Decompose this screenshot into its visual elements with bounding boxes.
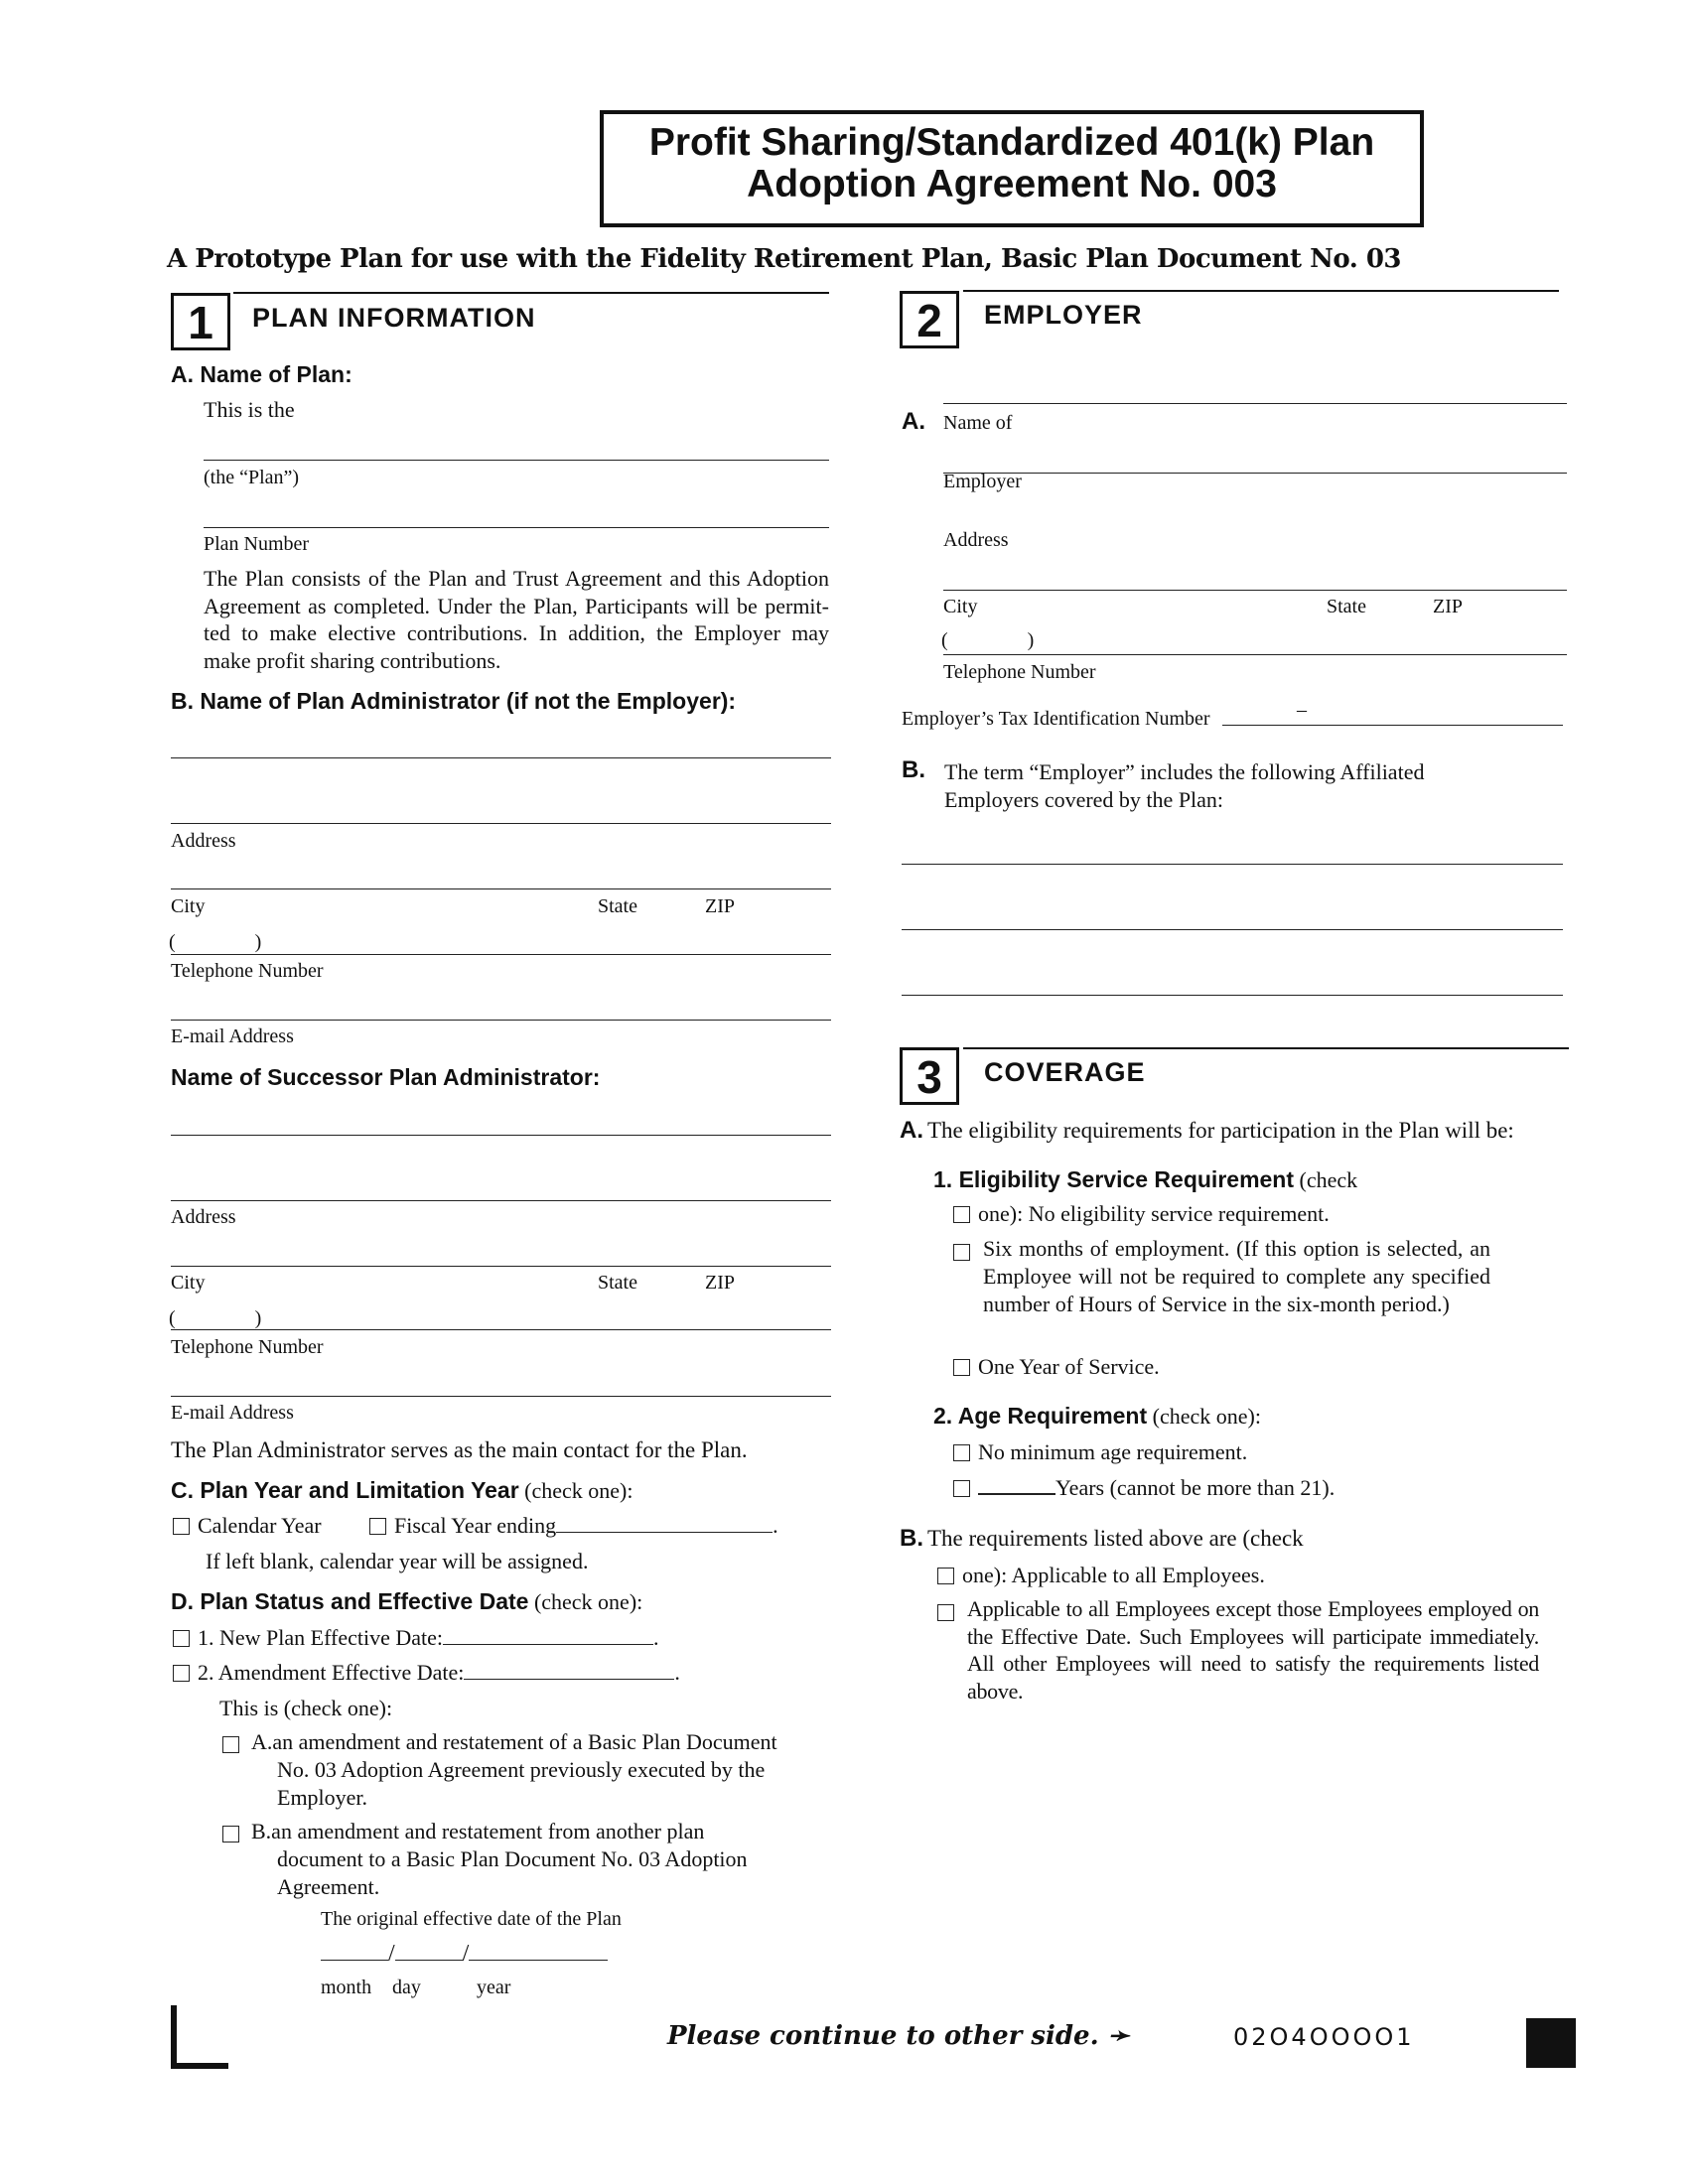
section3-rule <box>963 1047 1569 1049</box>
successor-area-code: ( ) <box>169 1307 262 1329</box>
plan-number-field[interactable] <box>204 527 829 528</box>
plan-admin-email-field[interactable] <box>171 1020 831 1021</box>
coverage-a-text: The eligibility requirements for participation in the Plan will be: <box>927 1118 1514 1143</box>
restatement-b-text <box>251 1818 787 1901</box>
employer-tin-field[interactable] <box>1222 725 1563 726</box>
successor-phone-label: Telephone Number <box>171 1336 324 1358</box>
section1-title: PLAN INFORMATION <box>252 303 536 333</box>
continue-note <box>667 2021 1130 2051</box>
month-label: month <box>321 1977 372 1998</box>
restatement-a-checkbox[interactable] <box>222 1736 239 1753</box>
form-title-line1: Profit Sharing/Standardized 401(k) Plan <box>648 121 1375 164</box>
employer-zip-label: ZIP <box>1433 596 1463 617</box>
restatement-b-label: B.an amendment and restatement from another plan document to a Basic Plan Document No. 03 Adoption Agreement. <box>251 1819 748 1899</box>
all-employees-option[interactable] <box>937 1562 1265 1589</box>
employer-area-code: ( ) <box>941 629 1035 651</box>
employer-a-letter: A. <box>902 408 925 435</box>
coverage-a-line <box>900 1117 1514 1145</box>
plan-admin-city-field[interactable] <box>171 888 831 889</box>
this-is-check-one: This is (check one): <box>219 1696 393 1720</box>
all-employees-label: one): Applicable to all Employees. <box>962 1563 1265 1587</box>
plan-name-field[interactable] <box>204 460 829 461</box>
coverage-a-letter: A. <box>900 1117 923 1144</box>
successor-address-label: Address <box>171 1206 236 1228</box>
plan-year-blank-note: If left blank, calendar year will be assigned. <box>206 1549 589 1573</box>
original-date-field[interactable]: / / <box>321 1940 608 1968</box>
plan-year-heading-text: C. Plan Year and Limitation Year <box>171 1477 519 1503</box>
new-plan-checkbox[interactable] <box>173 1630 190 1647</box>
plan-admin-heading: B. Name of Plan Administrator (if not the Employer): <box>171 688 737 714</box>
successor-name-field[interactable] <box>171 1135 831 1136</box>
plan-admin-city-label: City <box>171 895 206 917</box>
employer-phone-field[interactable] <box>943 654 1567 655</box>
coverage-b-letter: B. <box>900 1525 923 1552</box>
no-eligibility-option[interactable] <box>953 1200 1330 1228</box>
successor-email-field[interactable] <box>171 1396 831 1397</box>
admin-note: The Plan Administrator serves as the main contact for the Plan. <box>171 1437 748 1462</box>
age-heading-text: 2. Age Requirement <box>933 1403 1148 1429</box>
plan-status-heading-text: D. Plan Status and Effective Date <box>171 1588 529 1614</box>
original-day-field[interactable] <box>395 1942 463 1961</box>
eligibility-heading <box>933 1166 1357 1194</box>
year-label: year <box>477 1977 511 1998</box>
fiscal-year-label: Fiscal Year ending <box>394 1513 557 1538</box>
no-eligibility-label: one): No eligibility service requirement. <box>978 1201 1330 1226</box>
min-age-option[interactable] <box>953 1474 1335 1502</box>
successor-city-field[interactable] <box>171 1266 831 1267</box>
successor-state-label: State <box>598 1272 637 1294</box>
calendar-year-option[interactable] <box>173 1512 322 1540</box>
except-employees-label: Applicable to all Employees except those Employees employed on the Effective Date. Such Employees will participate immediately. All other Employees will need to satisfy the requirements listed above. <box>967 1596 1539 1704</box>
one-year-option[interactable] <box>953 1353 1160 1381</box>
original-year-field[interactable] <box>469 1942 608 1961</box>
successor-phone-field[interactable] <box>171 1329 831 1330</box>
plan-number-label: Plan Number <box>204 533 310 555</box>
except-employees-checkbox[interactable] <box>937 1604 954 1621</box>
six-months-checkbox[interactable] <box>953 1244 970 1261</box>
plan-admin-name-field[interactable] <box>171 757 831 758</box>
employer-tin-dash: – <box>1297 699 1307 721</box>
employer-name-field-2[interactable] <box>943 473 1567 474</box>
section2-title: EMPLOYER <box>984 300 1143 330</box>
plan-admin-phone-label: Telephone Number <box>171 960 324 982</box>
affiliated-employers-text: The term “Employer” includes the following Affiliated Employers covered by the Plan: <box>944 759 1425 812</box>
employer-phone-label: Telephone Number <box>943 661 1096 683</box>
age-heading <box>933 1403 1261 1431</box>
eligibility-heading-text: 1. Eligibility Service Requirement <box>933 1166 1295 1192</box>
age-check-note: (check one): <box>1147 1404 1261 1429</box>
section2-rule <box>963 290 1559 292</box>
plan-admin-phone-field[interactable] <box>171 954 831 955</box>
continue-text: Please continue to other side. <box>667 2021 1099 2051</box>
section1-number: 1 <box>171 293 230 350</box>
one-year-label: One Year of Service. <box>978 1354 1160 1379</box>
coverage-b-text: The requirements listed above are (check <box>927 1526 1304 1551</box>
new-plan-date-field[interactable] <box>443 1626 653 1645</box>
employer-state-label: State <box>1327 596 1366 617</box>
employer-address-field[interactable] <box>943 590 1567 591</box>
original-date-label: The original effective date of the Plan <box>321 1908 622 1930</box>
restatement-b-checkbox[interactable] <box>222 1826 239 1843</box>
section2-number: 2 <box>900 291 959 348</box>
affiliated-employer-field-1[interactable] <box>902 864 1563 865</box>
restatement-b-checkbox-wrap[interactable] <box>222 1820 247 1847</box>
affiliated-employer-field-2[interactable] <box>902 929 1563 930</box>
successor-city-label: City <box>171 1272 206 1294</box>
employer-tin-label: Employer’s Tax Identification Number <box>902 708 1210 730</box>
all-employees-checkbox[interactable] <box>937 1568 954 1584</box>
plan-admin-area-code: ( ) <box>169 931 262 953</box>
coverage-b-line <box>900 1525 1304 1553</box>
employer-city-label: City <box>943 596 978 617</box>
section3-number: 3 <box>900 1047 959 1105</box>
corner-mark-vertical <box>171 2005 177 2069</box>
plan-admin-email-label: E-mail Address <box>171 1025 294 1047</box>
plan-status-heading <box>171 1588 642 1616</box>
fiscal-year-field[interactable] <box>556 1514 773 1533</box>
affiliated-employer-field-3[interactable] <box>902 995 1563 996</box>
fiscal-year-checkbox[interactable] <box>369 1518 386 1535</box>
restatement-a-label: A.an amendment and restatement of a Basic Plan Document No. 03 Adoption Agreement previously executed by the Employer. <box>251 1729 777 1810</box>
amendment-checkbox[interactable] <box>173 1665 190 1682</box>
form-subtitle: A Prototype Plan for use with the Fidelity Retirement Plan, Basic Plan Document No. 03 <box>167 244 1402 274</box>
registration-mark-square <box>1526 2018 1576 2068</box>
successor-admin-heading: Name of Successor Plan Administrator: <box>171 1064 601 1090</box>
employer-name-field[interactable] <box>943 403 1567 404</box>
amendment-date-field[interactable] <box>464 1661 674 1680</box>
successor-email-label: E-mail Address <box>171 1402 294 1424</box>
form-title-line2: Adoption Agreement No. 003 <box>747 163 1277 205</box>
corner-mark-horizontal <box>171 2063 228 2069</box>
name-of-label: Name of <box>943 412 1013 434</box>
section1-rule <box>233 292 829 294</box>
plan-year-heading <box>171 1477 633 1505</box>
calendar-year-checkbox[interactable] <box>173 1518 190 1535</box>
except-employees-checkbox-wrap[interactable] <box>937 1598 962 1626</box>
original-month-field[interactable] <box>321 1942 388 1961</box>
plan-description: The Plan consists of the Plan and Trust Agreement and this Adoption Agreement as completed. Under the Plan, Participants will be permit- ted to make elective contributions. In addition, the Employer may make profit sharing contributions. <box>204 566 829 673</box>
form-number: 02O4OOOO1 <box>1233 2023 1415 2051</box>
min-age-label: Years (cannot be more than 21). <box>1055 1475 1336 1500</box>
the-plan-label: (the “Plan”) <box>204 467 300 488</box>
new-plan-label: 1. New Plan Effective Date: <box>198 1625 444 1650</box>
one-year-checkbox[interactable] <box>953 1359 970 1376</box>
this-is-the-label: This is the <box>204 397 295 422</box>
section3-title: COVERAGE <box>984 1057 1146 1087</box>
plan-admin-address-field[interactable] <box>171 823 831 824</box>
min-age-years-field[interactable] <box>978 1475 1055 1495</box>
employer-b-letter: B. <box>902 756 925 783</box>
day-label: day <box>392 1977 421 1998</box>
calendar-year-label: Calendar Year <box>198 1513 322 1538</box>
continue-arrow-icon: ➛ <box>1107 2021 1130 2051</box>
no-min-age-checkbox[interactable] <box>953 1444 970 1461</box>
plan-admin-zip-label: ZIP <box>705 895 735 917</box>
plan-status-check-note: (check one): <box>528 1589 643 1614</box>
form-title <box>600 110 1424 227</box>
fiscal-year-option[interactable]: Fiscal Year ending . <box>369 1512 778 1540</box>
min-age-checkbox[interactable] <box>953 1480 970 1497</box>
plan-admin-address-label: Address <box>171 830 236 852</box>
restatement-a-checkbox-wrap[interactable] <box>222 1730 247 1758</box>
six-months-checkbox-wrap[interactable] <box>953 1238 978 1266</box>
six-months-label: Six months of employment. (If this option is selected, an Employee will not be required to complete any specified number of Hours of Service in the six-month period.) <box>983 1236 1490 1316</box>
plan-admin-state-label: State <box>598 895 637 917</box>
eligibility-check-note: (check <box>1294 1167 1358 1192</box>
no-eligibility-checkbox[interactable] <box>953 1206 970 1223</box>
no-min-age-label: No minimum age requirement. <box>978 1439 1248 1464</box>
plan-year-check-note: (check one): <box>518 1478 633 1503</box>
restatement-a-text <box>251 1728 787 1812</box>
no-min-age-option[interactable] <box>953 1438 1247 1466</box>
employer-label: Employer <box>943 471 1022 492</box>
employer-address-label: Address <box>943 529 1009 551</box>
new-plan-option[interactable]: 1. New Plan Effective Date: . <box>173 1624 659 1652</box>
successor-address-field[interactable] <box>171 1200 831 1201</box>
amendment-option[interactable]: 2. Amendment Effective Date: . <box>173 1659 680 1687</box>
successor-zip-label: ZIP <box>705 1272 735 1294</box>
amendment-label: 2. Amendment Effective Date: <box>198 1660 465 1685</box>
plan-name-heading: A. Name of Plan: <box>171 361 352 387</box>
